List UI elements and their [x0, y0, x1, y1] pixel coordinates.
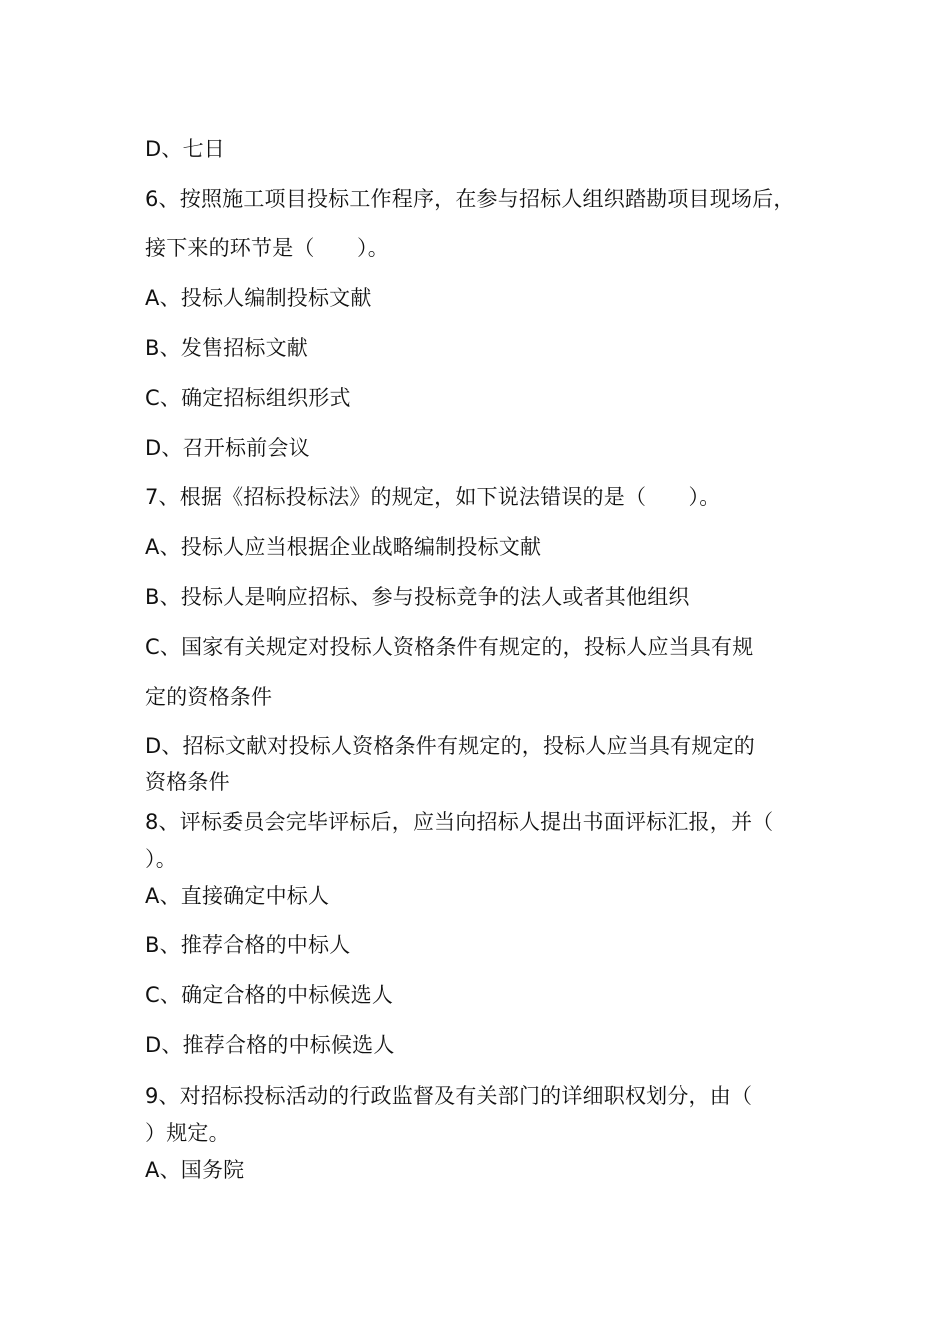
- option-d-q6: D、召开标前会议: [145, 436, 310, 460]
- option-b-q7: B、投标人是响应招标、参与投标竞争的法人或者其他组织: [145, 585, 690, 609]
- option-b-q6: B、发售招标文献: [145, 336, 309, 360]
- option-b-q8: B、推荐合格的中标人: [145, 933, 351, 957]
- question-8: 8、评标委员会完毕评标后，应当向招标人提出书面评标汇报，并（: [145, 810, 774, 834]
- option-d-q7-continued: 资格条件: [145, 770, 230, 794]
- option-a-q8: A、直接确定中标人: [145, 884, 330, 908]
- option-d-q5: D、七日: [145, 137, 225, 161]
- question-7: 7、根据《招标投标法》的规定，如下说法错误的是（ ）。: [145, 485, 721, 509]
- option-a-q7: A、投标人应当根据企业战略编制投标文献: [145, 535, 542, 559]
- option-c-q7: C、国家有关规定对投标人资格条件有规定的，投标人应当具有规: [145, 635, 754, 659]
- question-9: 9、对招标投标活动的行政监督及有关部门的详细职权划分，由（: [145, 1084, 753, 1108]
- option-a-q9: A、国务院: [145, 1158, 245, 1182]
- option-a-q6: A、投标人编制投标文献: [145, 286, 372, 310]
- option-d-q7: D、招标文献对投标人资格条件有规定的，投标人应当具有规定的: [145, 734, 755, 758]
- question-6-continued: 接下来的环节是（ ）。: [145, 236, 389, 260]
- question-8-continued: ）。: [145, 847, 177, 871]
- option-c-q7-continued: 定的资格条件: [145, 685, 273, 709]
- option-d-q8: D、推荐合格的中标候选人: [145, 1033, 395, 1057]
- option-c-q6: C、确定招标组织形式: [145, 386, 351, 410]
- question-6: 6、按照施工项目投标工作程序，在参与招标人组织踏勘项目现场后，: [145, 187, 795, 211]
- question-9-continued: ）规定。: [145, 1121, 230, 1145]
- option-c-q8: C、确定合格的中标候选人: [145, 983, 394, 1007]
